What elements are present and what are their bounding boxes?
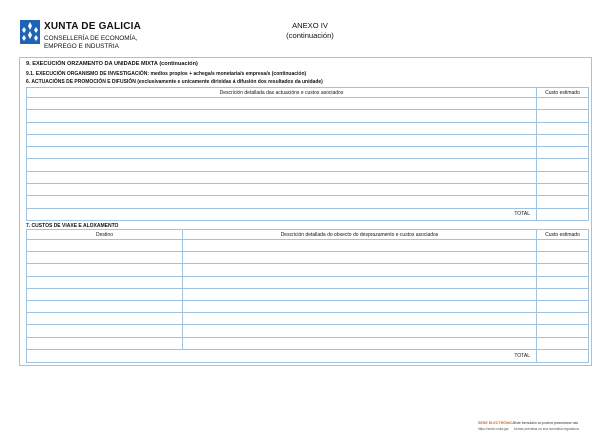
department-line-2: EMPREGO E INDUSTRIA — [44, 42, 119, 50]
description-field[interactable] — [183, 240, 537, 252]
cost-field[interactable] — [537, 337, 589, 349]
description-field[interactable] — [183, 325, 537, 337]
table-row — [27, 184, 589, 196]
destination-field[interactable] — [27, 288, 183, 300]
table-row — [27, 147, 589, 159]
footer-note-line-2: formas previstas na súa normativa reguladora — [514, 427, 579, 431]
destination-field[interactable] — [27, 252, 183, 264]
cost-field[interactable] — [537, 110, 589, 122]
annex-title: ANEXO IV — [292, 21, 328, 30]
section-9-title: 9. EXECUCIÓN ORZAMENTO DA UNIDADE MIXTA (continuación) — [26, 61, 198, 67]
cost-field[interactable] — [537, 276, 589, 288]
description-field[interactable] — [27, 147, 537, 159]
description-field[interactable] — [183, 313, 537, 325]
cost-field[interactable] — [537, 147, 589, 159]
total-label: TOTAL — [27, 208, 537, 220]
description-field[interactable] — [183, 276, 537, 288]
table-row — [27, 122, 589, 134]
column-header-description: Descrición detallada das actuacións e custos asociados — [27, 88, 537, 98]
description-field[interactable] — [27, 98, 537, 110]
annex-subtitle: (continuación) — [286, 31, 334, 40]
table-row — [27, 171, 589, 183]
column-header-cost: Custo estimado — [537, 88, 589, 98]
footer-note-line-1: Este formulario só poderá presentarse nas — [514, 421, 579, 425]
cost-field[interactable] — [537, 184, 589, 196]
table-row — [27, 313, 589, 325]
total-row — [27, 349, 589, 362]
cost-field[interactable] — [537, 98, 589, 110]
sede-electronica-label: SEDE ELECTRÓNICA — [478, 421, 515, 425]
table-row — [27, 240, 589, 252]
table-row — [27, 110, 589, 122]
description-field[interactable] — [183, 264, 537, 276]
destination-field[interactable] — [27, 325, 183, 337]
department-line-1: CONSELLERÍA DE ECONOMÍA, — [44, 35, 138, 42]
section-9-1-title: 9.1. EXECUCIÓN ORGANISMO DE INVESTIGACIÓN: medios propios + achega/s monetaria/s empresa/s (continuación) — [26, 71, 307, 77]
xunta-logo-icon — [20, 20, 40, 44]
description-field[interactable] — [183, 288, 537, 300]
destination-field[interactable] — [27, 337, 183, 349]
table-row — [27, 159, 589, 171]
cost-field[interactable] — [537, 240, 589, 252]
description-field[interactable] — [27, 184, 537, 196]
table-row — [27, 252, 589, 264]
total-label: TOTAL — [27, 349, 537, 362]
cost-field[interactable] — [537, 122, 589, 134]
cost-field[interactable] — [537, 264, 589, 276]
total-cost-field[interactable] — [537, 349, 589, 362]
column-header-description: Descrición detallada do obxecto do desprazamento e custos asociados — [183, 230, 537, 240]
table-row — [27, 98, 589, 110]
description-field[interactable] — [27, 110, 537, 122]
column-header-destination: Destino — [27, 230, 183, 240]
table-row — [27, 325, 589, 337]
table-row — [27, 300, 589, 312]
department-name — [44, 35, 137, 50]
table-row — [27, 264, 589, 276]
table-header-row — [27, 88, 589, 98]
destination-field[interactable] — [27, 300, 183, 312]
section-6-title: 6. ACTUACIÓNS DE PROMOCIÓN E DIFUSIÓN (exclusivamente e unicamente dirixidas á difusión dos resultados da unidade) — [26, 79, 323, 85]
cost-field[interactable] — [537, 159, 589, 171]
table-row — [27, 196, 589, 208]
cost-field[interactable] — [537, 300, 589, 312]
description-field[interactable] — [183, 252, 537, 264]
total-row — [27, 208, 589, 220]
cost-field[interactable] — [537, 313, 589, 325]
description-field[interactable] — [27, 171, 537, 183]
promotion-table — [26, 87, 589, 221]
destination-field[interactable] — [27, 264, 183, 276]
table-row — [27, 134, 589, 146]
description-field[interactable] — [183, 337, 537, 349]
description-field[interactable] — [183, 300, 537, 312]
section-7-title: 7. CUSTOS DE VIAXE E ALOXAMENTO — [26, 223, 119, 229]
annex-heading — [260, 21, 360, 41]
table-row — [27, 276, 589, 288]
cost-field[interactable] — [537, 134, 589, 146]
destination-field[interactable] — [27, 313, 183, 325]
table-row — [27, 337, 589, 349]
footer-url: https://sede.xunta.gal — [478, 427, 509, 431]
column-header-cost: Custo estimado — [537, 230, 589, 240]
destination-field[interactable] — [27, 276, 183, 288]
brand-name: XUNTA DE GALICIA — [44, 21, 142, 32]
cost-field[interactable] — [537, 171, 589, 183]
description-field[interactable] — [27, 159, 537, 171]
cost-field[interactable] — [537, 325, 589, 337]
cost-field[interactable] — [537, 252, 589, 264]
table-header-row — [27, 230, 589, 240]
description-field[interactable] — [27, 134, 537, 146]
cost-field[interactable] — [537, 288, 589, 300]
destination-field[interactable] — [27, 240, 183, 252]
travel-table — [26, 229, 589, 363]
description-field[interactable] — [27, 122, 537, 134]
cost-field[interactable] — [537, 196, 589, 208]
description-field[interactable] — [27, 196, 537, 208]
table-row — [27, 288, 589, 300]
total-cost-field[interactable] — [537, 208, 589, 220]
